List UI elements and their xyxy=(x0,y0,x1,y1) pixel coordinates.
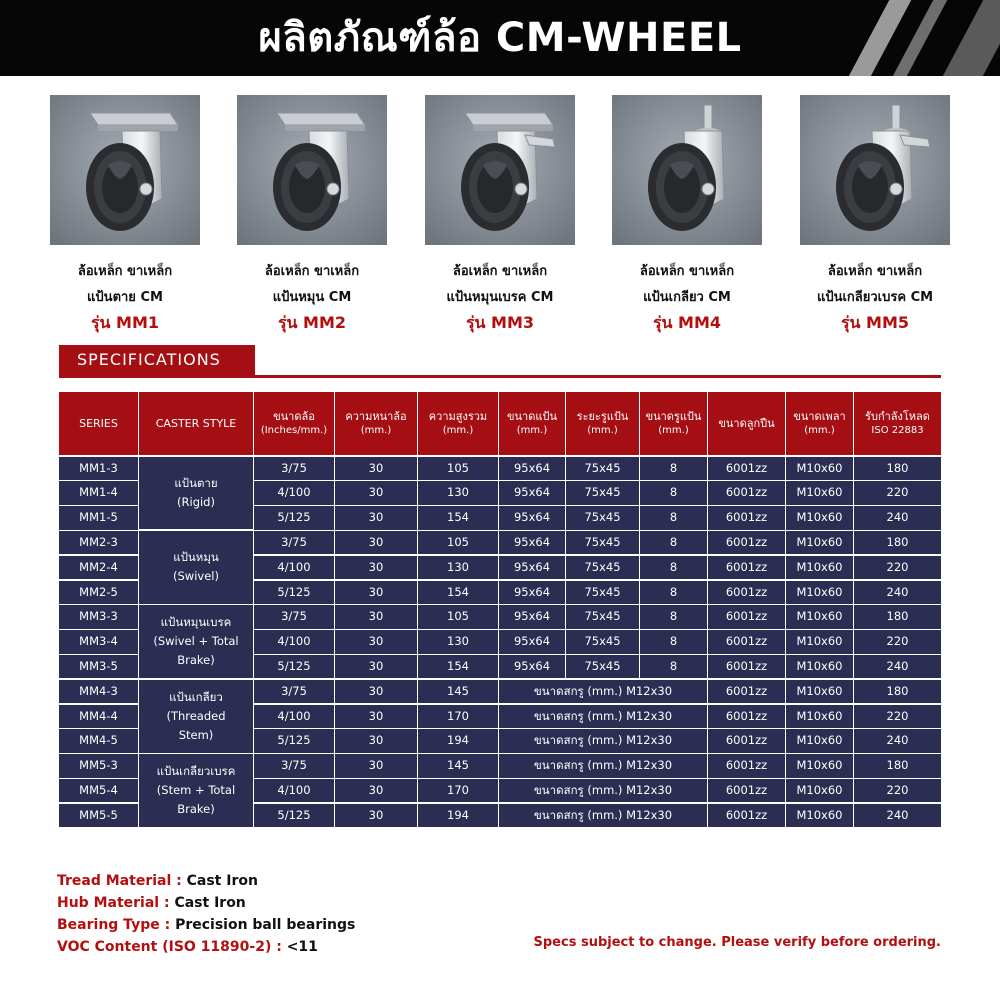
bearing-cell: 6001zz xyxy=(708,630,785,653)
plate-size-cell: 95x64 xyxy=(499,556,565,579)
header-main-text: ความสูงรวม xyxy=(428,409,488,423)
material-value: Cast Iron xyxy=(186,873,258,889)
caster-style-line: (Stem + Total xyxy=(156,783,236,798)
axle-cell: M10x60 xyxy=(786,556,853,579)
wheel-thickness-cell: 30 xyxy=(335,506,417,529)
wheel-size-cell: 3/75 xyxy=(254,605,334,628)
load-cell: 180 xyxy=(854,680,941,703)
wheel-thickness-cell: 30 xyxy=(335,754,417,777)
wheel-thickness-cell: 30 xyxy=(335,729,417,752)
header-caster-style xyxy=(139,392,253,455)
header-main-text: ขนาดเพลา xyxy=(793,409,846,423)
header-bolt-spacing xyxy=(566,392,639,455)
load-cell: 240 xyxy=(854,655,941,678)
product-material: ล้อเหล็ก ขาเหล็ก xyxy=(452,264,548,279)
load-cell: 220 xyxy=(854,481,941,504)
swivel-brake-caster-photo xyxy=(425,95,575,245)
page-title: ผลิตภัณฑ์ล้อ CM-WHEEL xyxy=(258,15,742,61)
rigid-caster-photo xyxy=(50,95,200,245)
product-model: รุ่น MM4 xyxy=(652,313,722,332)
load-cell: 240 xyxy=(854,581,941,604)
product-material: ล้อเหล็ก ขาเหล็ก xyxy=(264,264,360,279)
bolt-spacing-cell: 75x45 xyxy=(566,581,639,604)
caster-style-line: Stem) xyxy=(178,727,214,742)
axle-cell: M10x60 xyxy=(786,605,853,628)
plate-size-cell: 95x64 xyxy=(499,655,565,678)
series-cell: MM2-5 xyxy=(59,581,138,604)
screw-size-cell: ขนาดสกรู (mm.) M12x30 xyxy=(499,754,707,777)
series-cell: MM4-4 xyxy=(59,705,138,728)
axle-cell: M10x60 xyxy=(786,481,853,504)
header-sub-text: (mm.) xyxy=(658,425,689,437)
plate-size-cell: 95x64 xyxy=(499,506,565,529)
bearing-cell: 6001zz xyxy=(708,506,785,529)
product-card-mm1[interactable] xyxy=(50,95,200,336)
plate-size-cell: 95x64 xyxy=(499,531,565,554)
bolt-spacing-cell: 75x45 xyxy=(566,506,639,529)
bearing-cell: 6001zz xyxy=(708,779,785,802)
load-cell: 240 xyxy=(854,729,941,752)
materials-list xyxy=(57,870,507,958)
screw-size-cell: ขนาดสกรู (mm.) M12x30 xyxy=(499,804,707,827)
series-cell: MM3-5 xyxy=(59,655,138,678)
product-material: ล้อเหล็ก ขาเหล็ก xyxy=(77,264,173,279)
load-cell: 180 xyxy=(854,605,941,628)
header-sub-text: (mm.) xyxy=(516,425,548,437)
axle-cell: M10x60 xyxy=(786,506,853,529)
wheel-thickness-cell: 30 xyxy=(335,804,417,827)
material-value: <11 xyxy=(286,939,318,955)
overall-height-cell: 154 xyxy=(418,506,498,529)
header-sub-text: (Inches/mm.) xyxy=(260,425,328,437)
bolt-hole-cell: 8 xyxy=(640,581,707,604)
caster-style-line: แป้นหมุน xyxy=(173,550,219,565)
series-cell: MM2-3 xyxy=(59,531,138,554)
wheel-thickness-cell: 30 xyxy=(335,779,417,802)
caster-style-cell xyxy=(139,531,253,604)
overall-height-cell: 145 xyxy=(418,754,498,777)
load-cell: 220 xyxy=(854,705,941,728)
series-cell: MM4-5 xyxy=(59,729,138,752)
material-value: Cast Iron xyxy=(174,895,246,911)
series-cell: MM3-4 xyxy=(59,630,138,653)
overall-height-cell: 170 xyxy=(418,705,498,728)
caster-style-line: (Swivel) xyxy=(173,569,219,584)
axle-cell: M10x60 xyxy=(786,457,853,480)
caster-style-line: แป้นเกลียวเบรค xyxy=(156,764,236,779)
series-cell: MM4-3 xyxy=(59,680,138,703)
header-plate-size xyxy=(499,392,565,455)
product-model: รุ่น MM2 xyxy=(277,313,347,332)
bolt-spacing-cell: 75x45 xyxy=(566,457,639,480)
header-main-text: ขนาดลูกปืน xyxy=(718,416,775,430)
load-cell: 180 xyxy=(854,531,941,554)
caster-style-line: (Rigid) xyxy=(177,494,215,509)
tread-material-row xyxy=(57,870,507,892)
threaded-stem-caster-photo xyxy=(612,95,762,245)
header-sub-text: (mm.) xyxy=(360,425,392,437)
wheel-thickness-cell: 30 xyxy=(335,630,417,653)
wheel-size-cell: 4/100 xyxy=(254,779,334,802)
overall-height-cell: 130 xyxy=(418,556,498,579)
wheel-size-cell: 3/75 xyxy=(254,680,334,703)
overall-height-cell: 194 xyxy=(418,804,498,827)
plate-size-cell: 95x64 xyxy=(499,581,565,604)
overall-height-cell: 194 xyxy=(418,729,498,752)
axle-cell: M10x60 xyxy=(786,754,853,777)
overall-height-cell: 154 xyxy=(418,581,498,604)
wheel-thickness-cell: 30 xyxy=(335,680,417,703)
overall-height-cell: 154 xyxy=(418,655,498,678)
header-main-text: ความหนาล้อ xyxy=(345,409,407,423)
bearing-cell: 6001zz xyxy=(708,655,785,678)
wheel-thickness-cell: 30 xyxy=(335,655,417,678)
wheel-thickness-cell: 30 xyxy=(335,457,417,480)
caster-style-line: (Threaded xyxy=(166,708,226,723)
bearing-cell: 6001zz xyxy=(708,457,785,480)
overall-height-cell: 105 xyxy=(418,457,498,480)
header-sub-text: (mm.) xyxy=(442,425,474,437)
axle-cell: M10x60 xyxy=(786,531,853,554)
product-card-mm5[interactable] xyxy=(800,95,950,336)
series-cell: MM1-3 xyxy=(59,457,138,480)
header-sub-text: (mm.) xyxy=(587,425,618,437)
material-label: Bearing Type : xyxy=(57,917,171,933)
header-main-text: ระยะรูแป้น xyxy=(576,409,629,423)
product-card-mm2[interactable] xyxy=(237,95,387,336)
plate-size-cell: 95x64 xyxy=(499,481,565,504)
caster-style-line: (Swivel + Total xyxy=(153,634,239,649)
screw-size-cell: ขนาดสกรู (mm.) M12x30 xyxy=(499,680,707,703)
product-type: แป้นหมุนเบรค CM xyxy=(446,290,554,305)
load-cell: 240 xyxy=(854,804,941,827)
axle-cell: M10x60 xyxy=(786,779,853,802)
bolt-hole-cell: 8 xyxy=(640,630,707,653)
bolt-hole-cell: 8 xyxy=(640,481,707,504)
bearing-cell: 6001zz xyxy=(708,531,785,554)
wheel-thickness-cell: 30 xyxy=(335,705,417,728)
threaded-stem-brake-caster-photo xyxy=(800,95,950,245)
bolt-spacing-cell: 75x45 xyxy=(566,605,639,628)
header-main-text: ขนาดแป้น xyxy=(507,409,557,423)
wheel-size-cell: 3/75 xyxy=(254,457,334,480)
product-material: ล้อเหล็ก ขาเหล็ก xyxy=(827,264,923,279)
plate-size-cell: 95x64 xyxy=(499,457,565,480)
wheel-size-cell: 5/125 xyxy=(254,804,334,827)
overall-height-cell: 130 xyxy=(418,630,498,653)
overall-height-cell: 105 xyxy=(418,605,498,628)
bolt-spacing-cell: 75x45 xyxy=(566,655,639,678)
bearing-cell: 6001zz xyxy=(708,556,785,579)
wheel-thickness-cell: 30 xyxy=(335,531,417,554)
header-bolt-hole xyxy=(640,392,707,455)
bolt-spacing-cell: 75x45 xyxy=(566,531,639,554)
header-main-text: SERIES xyxy=(79,416,118,430)
axle-cell: M10x60 xyxy=(786,729,853,752)
axle-cell: M10x60 xyxy=(786,581,853,604)
header-load-capacity xyxy=(854,392,941,455)
load-cell: 220 xyxy=(854,779,941,802)
screw-size-cell: ขนาดสกรู (mm.) M12x30 xyxy=(499,779,707,802)
product-card-mm3[interactable] xyxy=(425,95,575,336)
material-label: Hub Material : xyxy=(57,895,170,911)
bearing-type-row xyxy=(57,914,507,936)
plate-size-cell: 95x64 xyxy=(499,605,565,628)
header-bearing-size xyxy=(708,392,785,455)
header-sub-text: ISO 22883 xyxy=(871,425,924,437)
disclaimer-note: Specs subject to change. Please verify before ordering. xyxy=(533,935,941,950)
overall-height-cell: 145 xyxy=(418,680,498,703)
caster-style-line: แป้นหมุนเบรค xyxy=(160,615,232,630)
wheel-size-cell: 5/125 xyxy=(254,581,334,604)
bearing-cell: 6001zz xyxy=(708,804,785,827)
bolt-spacing-cell: 75x45 xyxy=(566,481,639,504)
swivel-caster-photo xyxy=(237,95,387,245)
header-wheel-thickness xyxy=(335,392,417,455)
bolt-hole-cell: 8 xyxy=(640,457,707,480)
wheel-size-cell: 3/75 xyxy=(254,531,334,554)
header-main-text: CASTER STYLE xyxy=(155,416,237,430)
bolt-hole-cell: 8 xyxy=(640,531,707,554)
product-type: แป้นตาย CM xyxy=(87,290,163,305)
axle-cell: M10x60 xyxy=(786,804,853,827)
header-series xyxy=(59,392,138,455)
header-main-text: ขนาดรูแป้น xyxy=(645,409,702,423)
header-wheel-size xyxy=(254,392,334,455)
load-cell: 240 xyxy=(854,506,941,529)
load-cell: 220 xyxy=(854,556,941,579)
product-card-mm4[interactable] xyxy=(612,95,762,336)
overall-height-cell: 130 xyxy=(418,481,498,504)
caster-style-cell xyxy=(139,457,253,530)
bolt-hole-cell: 8 xyxy=(640,556,707,579)
axle-cell: M10x60 xyxy=(786,705,853,728)
product-type: แป้นหมุน CM xyxy=(272,290,352,305)
caster-style-cell xyxy=(139,605,253,678)
product-material: ล้อเหล็ก ขาเหล็ก xyxy=(639,264,735,279)
wheel-size-cell: 5/125 xyxy=(254,729,334,752)
product-model: รุ่น MM5 xyxy=(840,313,910,332)
series-cell: MM1-5 xyxy=(59,506,138,529)
caster-style-cell xyxy=(139,754,253,827)
bolt-hole-cell: 8 xyxy=(640,655,707,678)
section-divider xyxy=(59,375,941,378)
load-cell: 220 xyxy=(854,630,941,653)
axle-cell: M10x60 xyxy=(786,680,853,703)
product-model: รุ่น MM1 xyxy=(90,313,160,332)
material-label: Tread Material : xyxy=(57,873,182,889)
bolt-hole-cell: 8 xyxy=(640,605,707,628)
wheel-size-cell: 5/125 xyxy=(254,655,334,678)
specifications-table xyxy=(59,392,941,853)
header-axle-size xyxy=(786,392,853,455)
series-cell: MM5-5 xyxy=(59,804,138,827)
header-bar xyxy=(0,0,1000,76)
series-cell: MM3-3 xyxy=(59,605,138,628)
load-cell: 180 xyxy=(854,754,941,777)
bearing-cell: 6001zz xyxy=(708,481,785,504)
plate-size-cell: 95x64 xyxy=(499,630,565,653)
wheel-size-cell: 5/125 xyxy=(254,506,334,529)
overall-height-cell: 170 xyxy=(418,779,498,802)
bearing-cell: 6001zz xyxy=(708,754,785,777)
series-cell: MM2-4 xyxy=(59,556,138,579)
series-cell: MM5-4 xyxy=(59,779,138,802)
wheel-thickness-cell: 30 xyxy=(335,581,417,604)
caster-style-line: Brake) xyxy=(177,802,215,817)
wheel-thickness-cell: 30 xyxy=(335,481,417,504)
hub-material-row xyxy=(57,892,507,914)
screw-size-cell: ขนาดสกรู (mm.) M12x30 xyxy=(499,729,707,752)
wheel-size-cell: 4/100 xyxy=(254,556,334,579)
bearing-cell: 6001zz xyxy=(708,605,785,628)
bearing-cell: 6001zz xyxy=(708,680,785,703)
material-value: Precision ball bearings xyxy=(175,917,356,933)
overall-height-cell: 105 xyxy=(418,531,498,554)
bearing-cell: 6001zz xyxy=(708,581,785,604)
wheel-size-cell: 4/100 xyxy=(254,630,334,653)
caster-style-line: แป้นเกลียว xyxy=(169,689,223,704)
axle-cell: M10x60 xyxy=(786,655,853,678)
caster-style-line: แป้นตาย xyxy=(174,476,218,491)
series-cell: MM5-3 xyxy=(59,754,138,777)
product-model: รุ่น MM3 xyxy=(465,313,535,332)
load-cell: 180 xyxy=(854,457,941,480)
bearing-cell: 6001zz xyxy=(708,705,785,728)
bolt-hole-cell: 8 xyxy=(640,506,707,529)
wheel-size-cell: 4/100 xyxy=(254,481,334,504)
wheel-size-cell: 4/100 xyxy=(254,705,334,728)
wheel-size-cell: 3/75 xyxy=(254,754,334,777)
caster-style-cell xyxy=(139,680,253,753)
screw-size-cell: ขนาดสกรู (mm.) M12x30 xyxy=(499,705,707,728)
specifications-banner: SPECIFICATIONS xyxy=(59,345,255,375)
wheel-thickness-cell: 30 xyxy=(335,605,417,628)
header-main-text: รับกำลังโหลด xyxy=(865,409,930,423)
series-cell: MM1-4 xyxy=(59,481,138,504)
voc-content-row xyxy=(57,936,507,958)
material-label: VOC Content (ISO 11890-2) : xyxy=(57,939,282,955)
header-overall-height xyxy=(418,392,498,455)
caster-style-line: Brake) xyxy=(177,653,215,668)
product-type: แป้นเกลียว CM xyxy=(643,290,731,305)
header-sub-text: (mm.) xyxy=(804,425,835,437)
header-main-text: ขนาดล้อ xyxy=(273,409,315,423)
product-gallery xyxy=(0,95,1000,335)
product-type: แป้นเกลียวเบรค CM xyxy=(816,290,934,305)
axle-cell: M10x60 xyxy=(786,630,853,653)
bearing-cell: 6001zz xyxy=(708,729,785,752)
bolt-spacing-cell: 75x45 xyxy=(566,556,639,579)
wheel-thickness-cell: 30 xyxy=(335,556,417,579)
bolt-spacing-cell: 75x45 xyxy=(566,630,639,653)
